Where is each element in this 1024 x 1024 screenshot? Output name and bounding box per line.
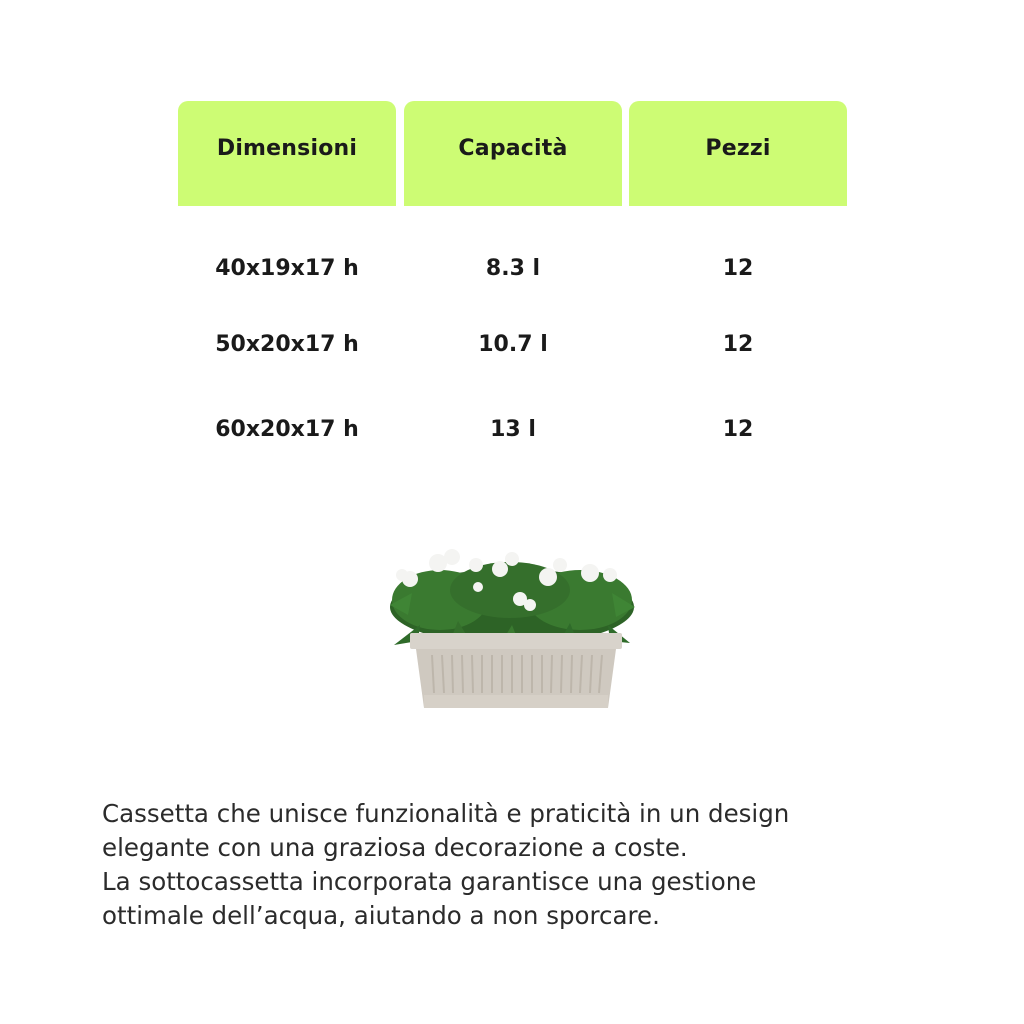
planter-base <box>424 695 608 708</box>
description-line: ottimale dell’acqua, aiutando a non sporcare. <box>102 901 660 930</box>
table-cell: 60x20x17 h <box>215 417 359 442</box>
header-capacita: Capacità <box>404 101 622 206</box>
table-cell: 40x19x17 h <box>215 256 359 281</box>
table-cell: 12 <box>722 332 754 357</box>
table-cell: 13 l <box>490 417 536 442</box>
table-cell: 12 <box>722 256 754 281</box>
table-cell: 8.3 l <box>485 256 541 281</box>
product-description <box>102 797 902 933</box>
header-dimensioni: Dimensioni <box>178 101 396 206</box>
table-cell: 12 <box>722 417 754 442</box>
header-pezzi: Pezzi <box>629 101 847 206</box>
planter-box-with-flowers-image <box>380 545 645 715</box>
table-cell: 10.7 l <box>478 332 548 357</box>
description-line: elegante con una graziosa decorazione a coste. <box>102 833 688 862</box>
description-line: La sottocassetta incorporata garantisce una gestione <box>102 867 757 896</box>
table-cell: 50x20x17 h <box>215 332 359 357</box>
planter-rim <box>410 633 622 649</box>
description-line: Cassetta che unisce funzionalità e praticità in un design <box>102 799 790 828</box>
